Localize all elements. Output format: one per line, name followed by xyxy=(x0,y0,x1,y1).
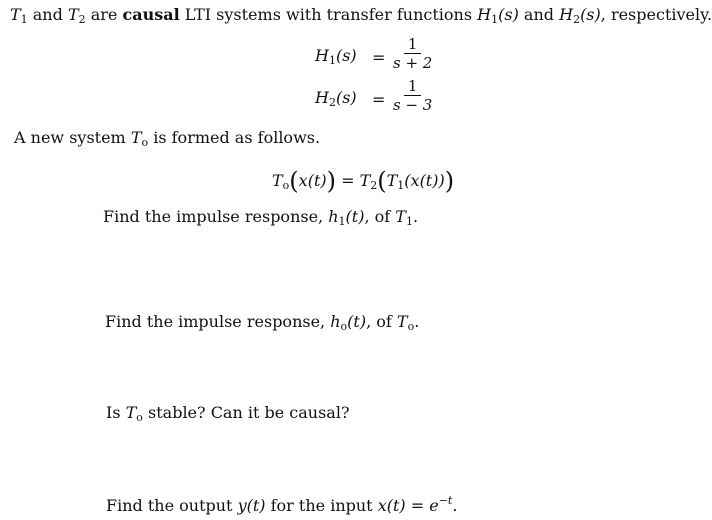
q1-t-subscript: 1 xyxy=(405,215,413,228)
t2-symbol: T xyxy=(67,5,79,24)
question-1 xyxy=(103,207,418,232)
q4-prefix: Find the output xyxy=(106,496,233,515)
h1-subscript: 1 xyxy=(491,13,499,26)
comp-t1-subscript: 1 xyxy=(397,179,405,192)
q1-t: T xyxy=(395,207,406,226)
q2-t-subscript: o xyxy=(407,320,415,333)
comp-arg: x(t) xyxy=(298,171,327,190)
new-system-line xyxy=(14,128,320,153)
h1-denominator: s + 2 xyxy=(393,54,433,72)
h1-eq-symbol: H xyxy=(315,46,329,65)
h1-eq-subscript: 1 xyxy=(328,54,336,67)
q3-t-subscript: o xyxy=(136,411,143,424)
and-word: and xyxy=(32,5,63,24)
q1-of: , of xyxy=(364,207,391,226)
comp-lparen-2: ( xyxy=(377,167,387,195)
composition-equation xyxy=(272,167,454,195)
to-subscript: o xyxy=(141,136,149,149)
question-4 xyxy=(106,491,457,516)
comp-rparen-1: ) xyxy=(326,167,336,195)
q2-h-arg: (t) xyxy=(347,312,367,331)
t1-subscript: 1 xyxy=(20,13,28,26)
h1-fraction xyxy=(393,35,432,72)
q2-of: , of xyxy=(366,312,392,331)
comp-rparen-2: ) xyxy=(444,167,455,195)
q1-h: h xyxy=(328,207,339,226)
q2-h-subscript: o xyxy=(340,320,348,333)
q4-end: . xyxy=(452,496,458,515)
intro-tail: , respectively. xyxy=(600,5,712,24)
h2-eq-subscript: 2 xyxy=(328,96,336,109)
to-symbol: T xyxy=(130,128,142,147)
h2-denominator: s − 3 xyxy=(393,96,433,114)
q1-h-subscript: 1 xyxy=(338,215,346,228)
h1-symbol: H xyxy=(477,5,492,24)
new-system-suffix: is formed as follows. xyxy=(153,128,321,147)
q3-prefix: Is xyxy=(106,403,121,422)
q4-y: y(t) xyxy=(237,496,266,515)
q1-end: . xyxy=(412,207,419,226)
q1-h-arg: (t) xyxy=(345,207,365,226)
h2-eq-arg: (s) xyxy=(335,88,357,107)
comp-t2-symbol: T xyxy=(359,171,371,190)
h2-fraction xyxy=(393,77,432,114)
comp-t2-subscript: 2 xyxy=(370,179,378,192)
comp-inner: (x(t)) xyxy=(404,171,445,190)
are-word: are xyxy=(90,5,118,24)
h1-equals-sign: = xyxy=(372,48,386,67)
h2-numerator: 1 xyxy=(404,77,422,96)
h2-arg: (s) xyxy=(580,5,601,24)
comp-to-subscript: o xyxy=(282,179,290,192)
q3-t: T xyxy=(125,403,137,422)
q3-rest: stable? Can it be causal? xyxy=(148,403,350,422)
comp-lparen-1: ( xyxy=(289,167,299,195)
h1-arg: (s) xyxy=(498,5,519,24)
q2-h: h xyxy=(330,312,341,331)
h2-subscript: 2 xyxy=(573,13,581,26)
comp-equals: = xyxy=(341,171,355,190)
q1-prefix: Find the impulse response, xyxy=(103,207,324,226)
h1-eq-arg: (s) xyxy=(335,46,357,65)
causal-word: causal xyxy=(122,5,180,24)
comp-to-symbol: T xyxy=(272,171,283,190)
new-system-prefix: A new system xyxy=(14,128,126,147)
comp-t1-symbol: T xyxy=(386,171,398,190)
q2-t: T xyxy=(396,312,408,331)
h1-equation-lhs xyxy=(315,46,357,67)
h2-eq-symbol: H xyxy=(315,88,329,107)
h2-symbol: H xyxy=(559,5,574,24)
question-3 xyxy=(106,403,350,428)
q2-prefix: Find the impulse response, xyxy=(105,312,326,331)
intro-rest: LTI systems with transfer functions xyxy=(184,5,473,24)
t2-subscript: 2 xyxy=(78,13,86,26)
h1-numerator: 1 xyxy=(404,35,422,54)
q2-end: . xyxy=(414,312,420,331)
q4-exponent: −t xyxy=(438,494,453,507)
h2-equation-lhs xyxy=(315,88,357,109)
question-2 xyxy=(105,312,419,337)
intro-line xyxy=(10,5,712,30)
q4-mid: for the input xyxy=(270,496,373,515)
h2-equals-sign: = xyxy=(372,90,386,109)
q4-x: x(t) = e xyxy=(377,496,439,515)
t1-symbol: T xyxy=(10,5,21,24)
and-word-2: and xyxy=(523,5,555,24)
